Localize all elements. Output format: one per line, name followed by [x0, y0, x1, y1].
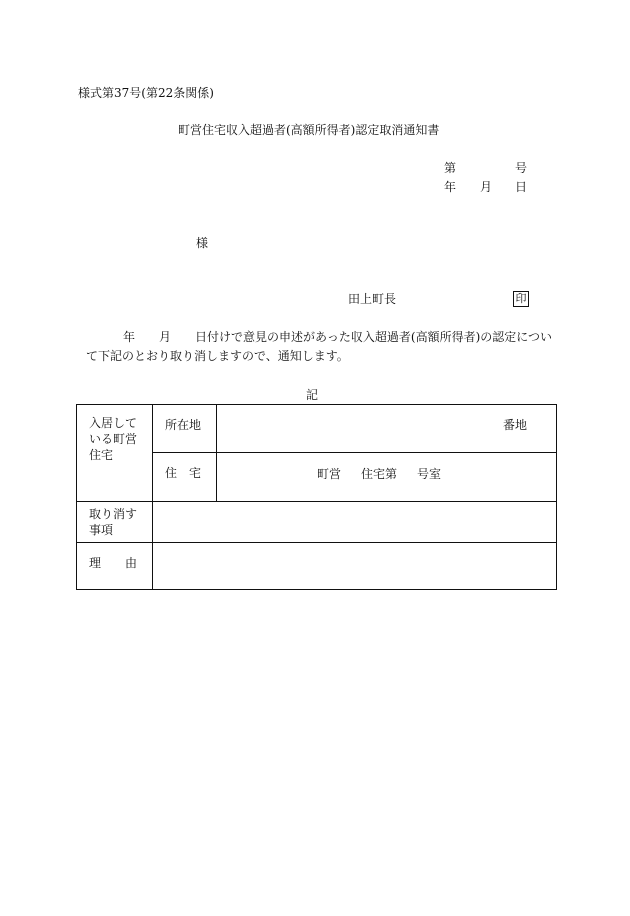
body-line-1-text: 日付けで意見の申述があった収入超過者(高額所得者)の認定につい — [195, 330, 553, 344]
cancel-items-label — [77, 502, 153, 543]
jutaku-label: 住 宅 — [153, 453, 217, 502]
residence-header-cell — [77, 405, 153, 502]
residence-header-line-3: 住宅 — [89, 448, 114, 462]
table-row — [77, 405, 557, 453]
body-year: 年 — [123, 330, 136, 344]
banchi-label: 番地 — [502, 418, 527, 432]
location-label: 所在地 — [153, 405, 217, 453]
table-row — [77, 543, 557, 590]
jutaku-chouei: 町営 — [317, 467, 342, 481]
form-number: 様式第37号(第22条関係) — [78, 86, 214, 100]
doc-number-suffix: 号 — [515, 161, 528, 175]
cancel-items-line-1: 取り消す — [89, 507, 138, 521]
addressee-honorific: 様 — [196, 236, 209, 250]
date-year-label: 年 — [444, 180, 457, 194]
ki-heading: 記 — [306, 388, 319, 402]
reason-value — [153, 543, 557, 590]
doc-number-prefix: 第 — [444, 161, 457, 175]
detail-table — [76, 404, 557, 590]
jutaku-goshitsu: 号室 — [417, 467, 442, 481]
residence-header-line-1: 入居して — [89, 416, 138, 430]
seal-mark: 印 — [513, 291, 529, 307]
cancel-items-value — [153, 502, 557, 543]
document-title: 町営住宅収入超過者(高額所得者)認定取消通知書 — [178, 123, 440, 137]
body-line-1 — [123, 330, 552, 344]
sender-name: 田上町長 — [348, 292, 397, 306]
jutaku-value-cell — [217, 453, 557, 502]
residence-header-line-2: いる町営 — [89, 432, 138, 446]
cancel-items-line-2: 事項 — [89, 523, 114, 537]
location-value-cell — [217, 405, 557, 453]
body-line-2: て下記のとおり取り消しますので、通知します。 — [86, 349, 349, 363]
jutaku-dai: 住宅第 — [361, 467, 398, 481]
table-row — [77, 502, 557, 543]
reason-label: 理 由 — [77, 543, 153, 590]
date-day-label: 日 — [515, 180, 528, 194]
body-month: 月 — [159, 330, 172, 344]
date-month-label: 月 — [480, 180, 493, 194]
